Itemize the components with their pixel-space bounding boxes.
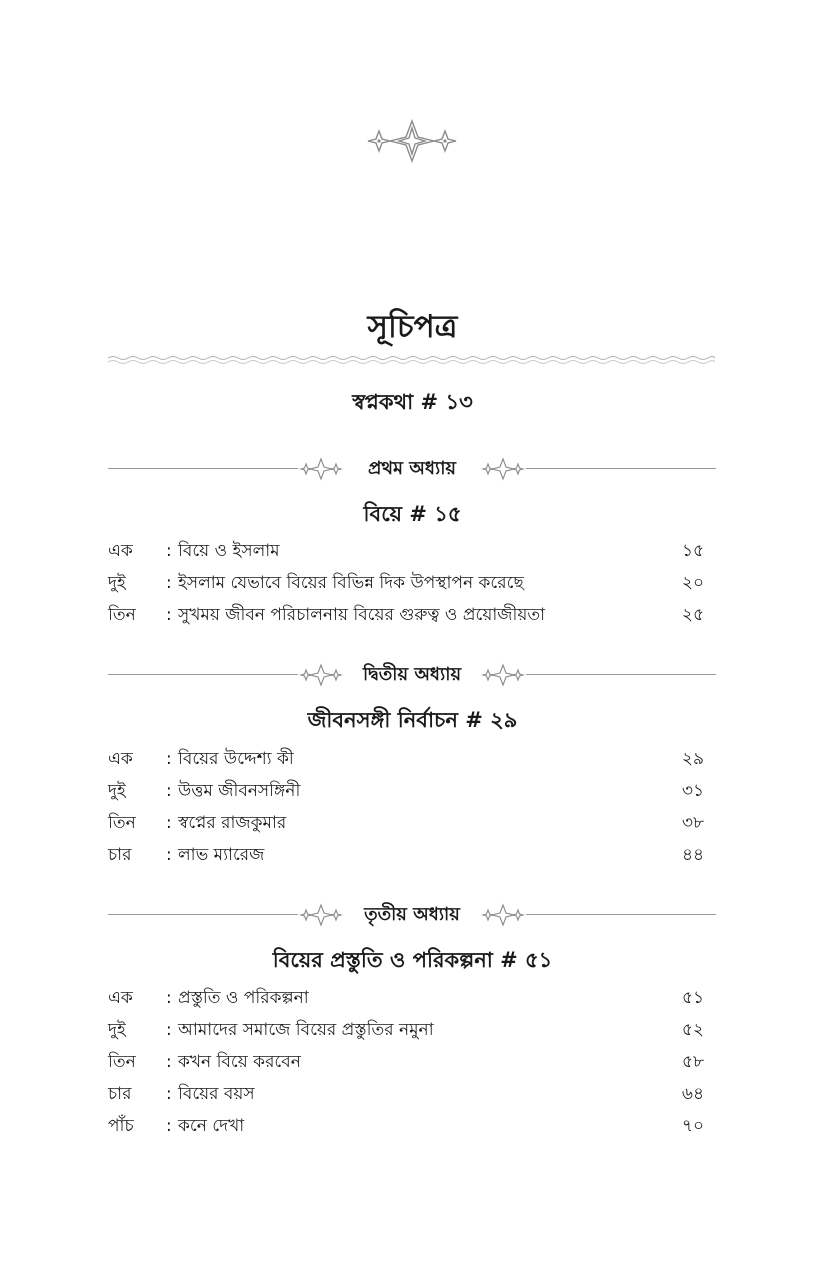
toc-separator: : — [166, 1020, 172, 1040]
chapter-divider-1 — [108, 452, 716, 486]
toc-row[interactable] — [108, 1078, 704, 1110]
toc-entry-page: ৫১ — [681, 988, 704, 1008]
small-sparkle-ornament-icon — [298, 903, 344, 927]
toc-entry-title: বিয়ে ও ইসলাম — [178, 541, 280, 561]
preface-label: স্বপ্নকথা — [352, 390, 414, 414]
preface-entry[interactable] — [0, 384, 825, 420]
toc-entry-page: ৩১ — [681, 781, 704, 801]
toc-entry-title: উত্তম জীবনসঙ্গিনী — [178, 781, 301, 801]
small-sparkle-ornament-icon — [480, 663, 526, 687]
divider-rule-left — [108, 674, 298, 675]
toc-entry-title: স্বপ্নের রাজকুমার — [178, 813, 287, 833]
chapter-3-heading[interactable]: বিয়ের প্রস্তুতি ও পরিকল্পনা # ৫১ — [272, 948, 553, 972]
toc-row[interactable] — [108, 807, 704, 839]
toc-entry-title: কখন বিয়ে করবেন — [178, 1052, 301, 1072]
toc-entry-page: ৫৮ — [681, 1052, 704, 1072]
divider-rule-right — [526, 468, 716, 469]
small-sparkle-ornament-icon — [480, 457, 526, 481]
toc-row[interactable] — [108, 839, 704, 871]
toc-entry-page: ৫২ — [681, 1020, 704, 1040]
toc-separator: : — [166, 1116, 172, 1136]
toc-separator: : — [166, 1084, 172, 1104]
divider-rule-right — [526, 674, 716, 675]
divider-rule-left — [108, 914, 298, 915]
toc-entry-number: দুই — [108, 1020, 126, 1040]
toc-row[interactable] — [108, 535, 704, 567]
toc-entry-number: এক — [108, 541, 133, 561]
toc-row[interactable] — [108, 599, 704, 631]
toc-row[interactable] — [108, 567, 704, 599]
divider-rule-right — [526, 914, 716, 915]
toc-separator: : — [166, 781, 172, 801]
toc-entry-title: লাভ ম্যারেজ — [178, 845, 265, 865]
toc-entry-number: চার — [108, 1084, 132, 1104]
preface-page: ১৩ — [445, 390, 473, 414]
page-title: সূচিপত্র — [367, 309, 458, 345]
small-sparkle-ornament-icon — [298, 663, 344, 687]
toc-row[interactable] — [108, 743, 704, 775]
toc-separator: : — [166, 1052, 172, 1072]
toc-entry-title: ইসলাম যেভাবে বিয়ের বিভিন্ন দিক উপস্থাপন করেছে — [178, 573, 524, 593]
chapter-1-ordinal: প্রথম অধ্যায় — [367, 458, 457, 479]
small-sparkle-ornament-icon — [298, 457, 344, 481]
toc-entry-page: ৭০ — [681, 1116, 704, 1136]
toc-entry-number: তিন — [108, 605, 136, 625]
sparkle-diamond-ornament-icon — [362, 118, 462, 164]
toc-row[interactable] — [108, 1014, 704, 1046]
toc-separator: : — [166, 573, 172, 593]
toc-separator: : — [166, 813, 172, 833]
toc-separator: : — [166, 988, 172, 1008]
toc-entry-page: ২৫ — [681, 605, 704, 625]
toc-separator: : — [166, 541, 172, 561]
toc-row[interactable] — [108, 982, 704, 1014]
toc-entry-number: দুই — [108, 573, 126, 593]
toc-entry-title: প্রস্তুতি ও পরিকল্পনা — [178, 988, 309, 1008]
toc-entry-number: তিন — [108, 1052, 136, 1072]
chapter-3-ordinal: তৃতীয় অধ্যায় — [364, 904, 460, 925]
toc-entry-title: বিয়ের উদ্দেশ্য কী — [178, 749, 294, 769]
toc-entry-page: ২০ — [681, 573, 704, 593]
toc-separator: : — [166, 845, 172, 865]
toc-entry-title: সুখময় জীবন পরিচালনায় বিয়ের গুরুত্ব ও প্রয়োজীয়তা — [178, 605, 546, 625]
chapter-divider-2 — [108, 658, 716, 692]
toc-entry-number: দুই — [108, 781, 126, 801]
chapter-2-heading[interactable]: জীবনসঙ্গী নির্বাচন # ২৯ — [307, 708, 518, 732]
toc-row[interactable] — [108, 1046, 704, 1078]
toc-entry-title: বিয়ের বয়স — [178, 1084, 255, 1104]
chapter-2-ordinal: দ্বিতীয় অধ্যায় — [362, 664, 462, 685]
small-sparkle-ornament-icon — [480, 903, 526, 927]
toc-entry-number: এক — [108, 988, 133, 1008]
toc-entry-page: ২৯ — [681, 749, 704, 769]
toc-entry-number: চার — [108, 845, 132, 865]
chapter-divider-3 — [108, 898, 716, 932]
toc-entry-page: ১৫ — [681, 541, 704, 561]
toc-entry-number: পাঁচ — [108, 1116, 134, 1136]
title-wavy-rule — [108, 355, 715, 365]
toc-entry-number: তিন — [108, 813, 136, 833]
toc-separator: : — [166, 749, 172, 769]
toc-row[interactable] — [108, 1110, 704, 1142]
toc-row[interactable] — [108, 775, 704, 807]
preface-hash: # — [420, 390, 439, 414]
toc-entry-title: কনে দেখা — [178, 1116, 245, 1136]
toc-entry-title: আমাদের সমাজে বিয়ের প্রস্তুতির নমুনা — [178, 1020, 434, 1040]
toc-separator: : — [166, 605, 172, 625]
toc-entry-page: ৬৪ — [681, 1084, 704, 1104]
toc-entry-page: ৩৮ — [681, 813, 704, 833]
toc-entry-number: এক — [108, 749, 133, 769]
divider-rule-left — [108, 468, 298, 469]
toc-entry-page: ৪৪ — [681, 845, 704, 865]
chapter-1-heading[interactable]: বিয়ে # ১৫ — [363, 502, 462, 526]
